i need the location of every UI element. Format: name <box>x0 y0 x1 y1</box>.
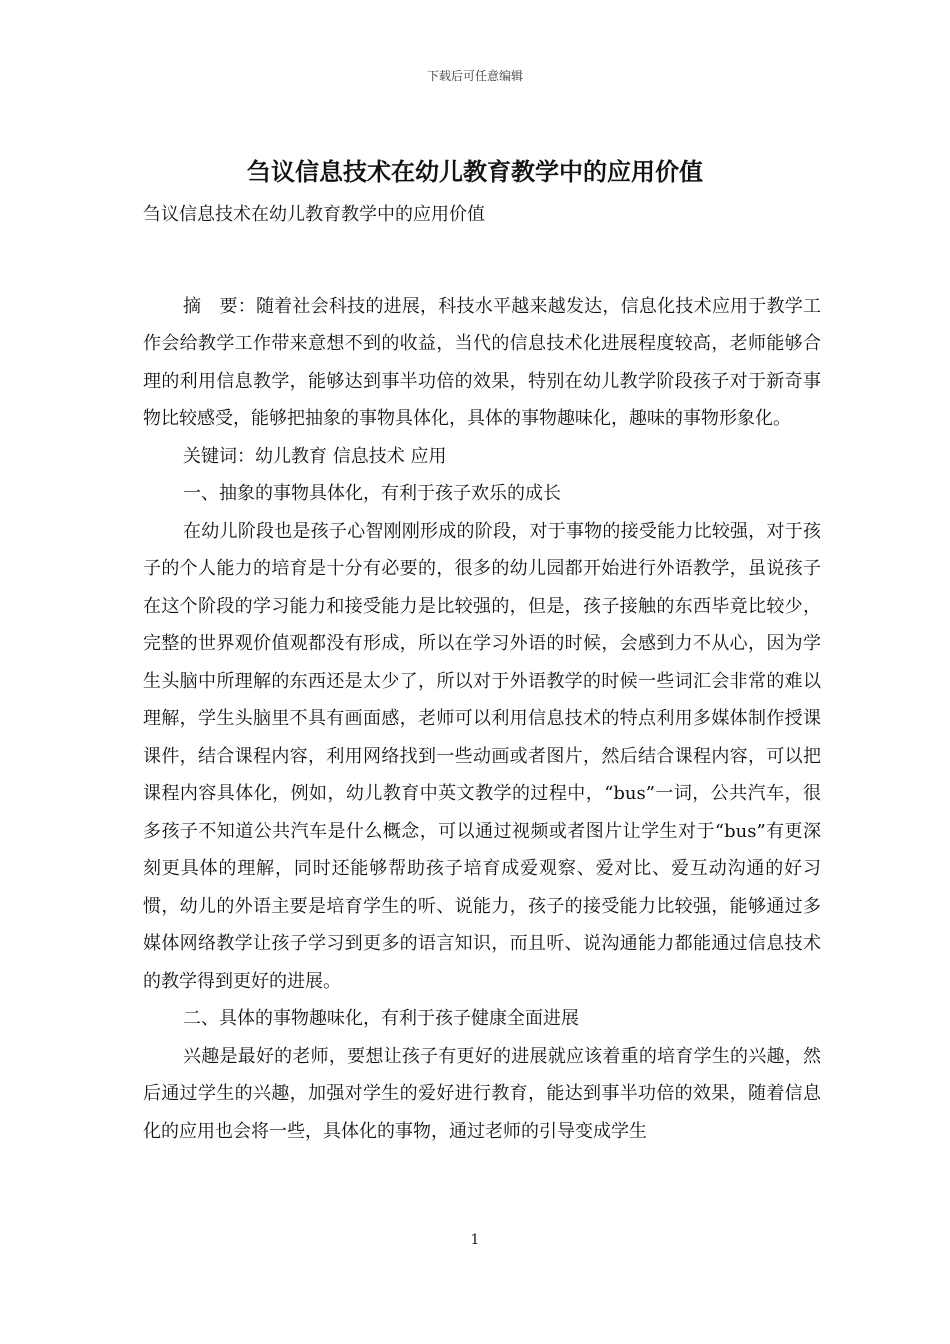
document-subtitle: 刍议信息技术在幼儿教育教学中的应用价值 <box>143 204 485 225</box>
page-number: 1 <box>470 1232 480 1248</box>
document-title: 刍议信息技术在幼儿教育教学中的应用价值 <box>247 158 703 186</box>
section-1-heading: 一、抽象的事物具体化，有利于孩子欢乐的成长 <box>183 483 561 504</box>
abstract-paragraph: 摘 要：随着社会科技的进展，科技水平越来越发达，信息化技术应用于教学工作会给教学工作带来意想不到的收益，当代的信息技术化进展程度较高，老师能够合理的利用信息教学，能够达到事半功倍的效果，特别在幼儿教学阶段孩子对于新奇事物比较感受，能够把抽象的事物具体化，具体的事物趣味化，趣味的事物形象化。 <box>143 295 821 429</box>
section-2-paragraph: 兴趣是最好的老师，要想让孩子有更好的进展就应该着重的培育学生的兴趣，然后通过学生的兴趣，加强对学生的爱好进行教育，能达到事半功倍的效果，随着信息化的应用也会将一些，具体化的事物，通过老师的引导变成学生 <box>143 1045 821 1142</box>
spacer <box>143 234 821 288</box>
section-1-paragraph: 在幼儿阶段也是孩子心智刚刚形成的阶段，对于事物的接受能力比较强，对于孩子的个人能力的培育是十分有必要的，很多的幼儿园都开始进行外语教学，虽说孩子在这个阶段的学习能力和接受能力是比较强的，但是，孩子接触的东西毕竟比较少，完整的世界观价值观都没有形成，所以在学习外语的时候，会感到力不从心，因为学生头脑中所理解的东西还是太少了，所以对于外语教学的时候一些词汇会非常的难以理解，学生头脑里不具有画面感，老师可以利用信息技术的特点利用多媒体制作授课课件，结合课程内容，利用网络找到一些动画或者图片，然后结合课程内容，可以把课程内容具体化，例如，幼儿教育中英文教学的过程中，“bus”一词，公共汽车，很多孩子不知道公共汽车是什么概念，可以通过视频或者图片让学生对于“bus”有更深刻更具体的理解，同时还能够帮助孩子培育成爱观察、爱对比、爱互动沟通的好习惯，幼儿的外语主要是培育学生的听、说能力，孩子的接受能力比较强，能够通过多媒体网络教学让孩子学习到更多的语言知识，而且听、说沟通能力都能通过信息技术的教学得到更好的进展。 <box>143 520 821 992</box>
header-note: 下载后可任意编辑 <box>426 69 523 83</box>
document-body <box>143 196 821 1150</box>
keywords-line: 关键词：幼儿教育 信息技术 应用 <box>183 445 447 467</box>
section-2-heading: 二、具体的事物趣味化，有利于孩子健康全面进展 <box>183 1008 579 1029</box>
